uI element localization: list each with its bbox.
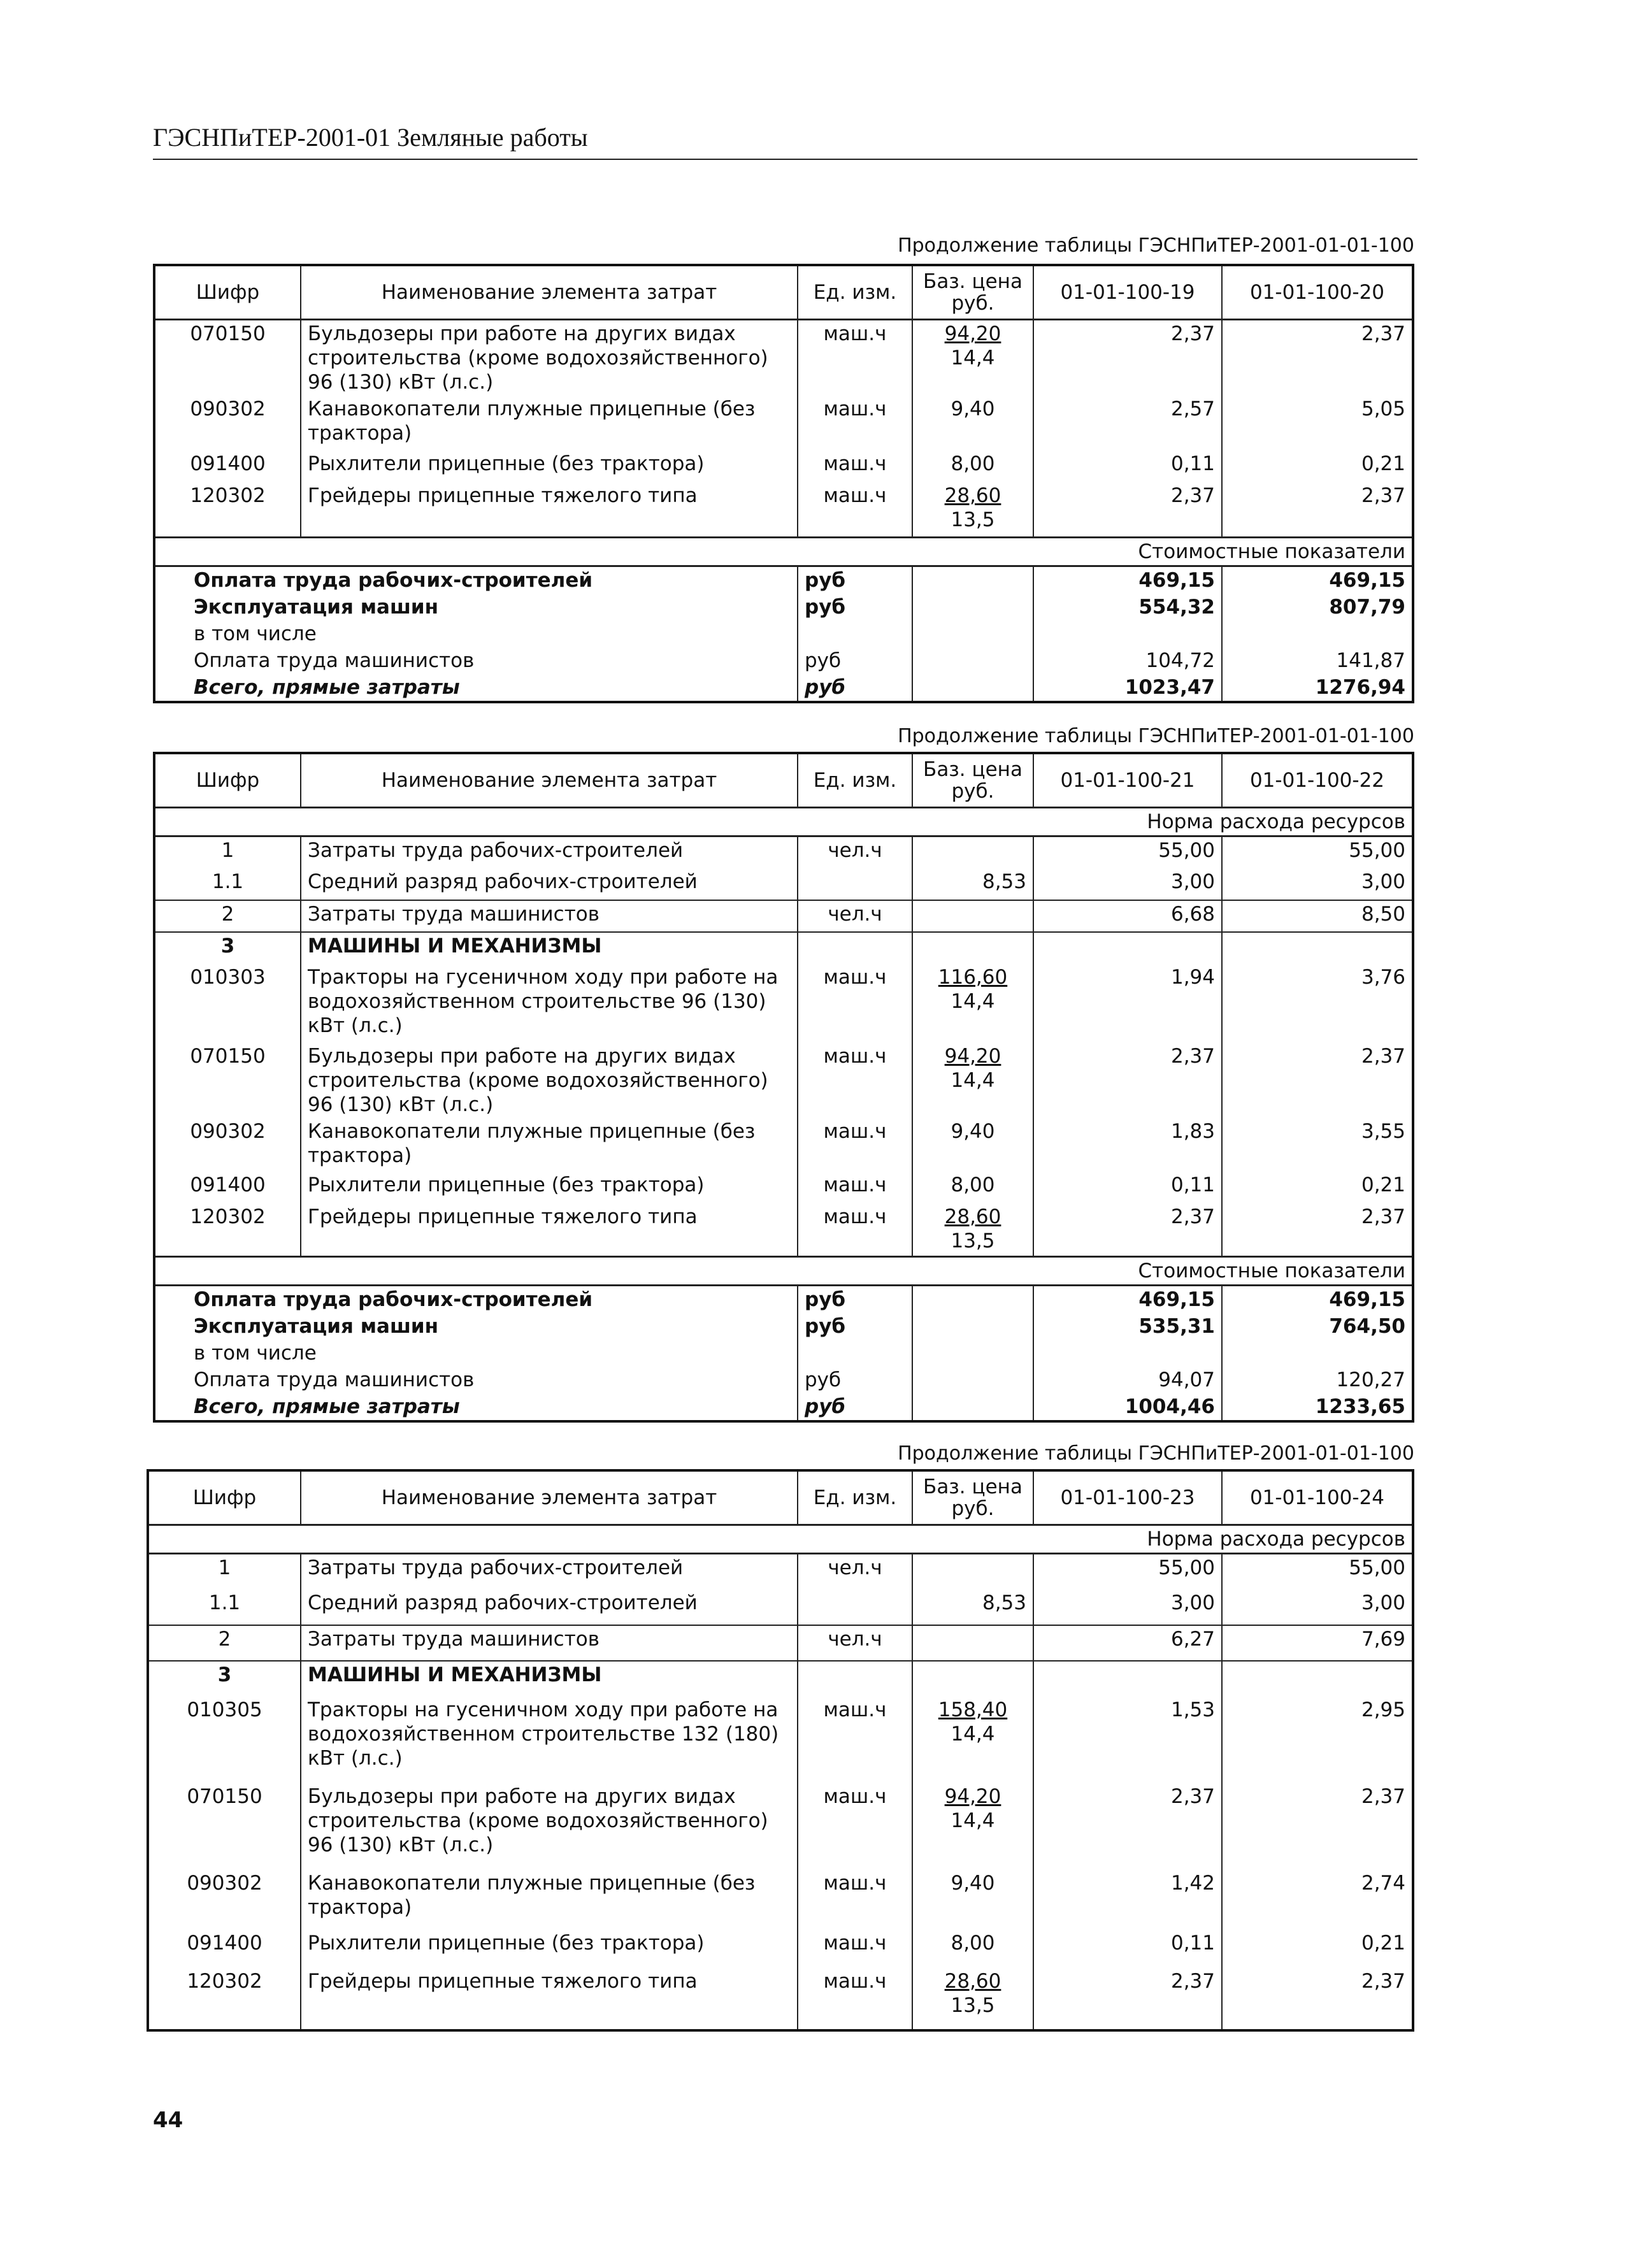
total-value-a: 469,15 [1033, 566, 1222, 594]
col-header-code-a: 01-01-100-21 [1033, 753, 1222, 808]
total-name: Оплата труда машинистов [154, 1367, 798, 1393]
totals-row [154, 1286, 1413, 1314]
row-code: 1 [148, 1554, 301, 1590]
price-value: 28,60 [944, 1969, 1001, 1993]
price-wage: 13,5 [951, 1993, 995, 2017]
row-name: Затраты труда машинистов [301, 900, 798, 932]
row-unit: маш.ч [798, 1203, 912, 1257]
row-code: 1.1 [154, 868, 301, 900]
price-wage: 14,4 [951, 347, 995, 370]
row-value-a: 2,37 [1033, 1043, 1222, 1118]
total-unit: руб [798, 594, 912, 621]
total-value-b: 469,15 [1222, 566, 1413, 594]
row-value-b: 2,37 [1222, 482, 1413, 537]
resource-table-2 [153, 752, 1414, 1423]
col-header-unit: Ед. изм. [798, 1470, 912, 1525]
row-name: Затраты труда рабочих-строителей [301, 1554, 798, 1590]
row-price: 9,40 [912, 396, 1033, 450]
price-value: 28,60 [944, 1205, 1001, 1228]
row-value-b: 5,05 [1222, 396, 1413, 450]
row-price [912, 1968, 1033, 2030]
row-unit: маш.ч [798, 1930, 912, 1968]
table-row [148, 1554, 1413, 1590]
row-price [912, 1554, 1033, 1590]
table-row [154, 320, 1413, 396]
total-value-a: 469,15 [1033, 1286, 1222, 1314]
total-name: Всего, прямые затраты [154, 1393, 798, 1421]
row-value-b: 7,69 [1222, 1625, 1413, 1661]
total-unit: руб [798, 1286, 912, 1314]
table-row [154, 1118, 1413, 1172]
table-row [154, 1172, 1413, 1203]
row-name: Канавокопатели плужные прицепные (без трактора) [301, 1118, 798, 1172]
row-unit: чел.ч [798, 1554, 912, 1590]
row-code: 1.1 [148, 1590, 301, 1625]
table-caption: Продолжение таблицы ГЭСНПиТЕР-2001-01-01-100 [898, 234, 1414, 257]
total-unit: руб [798, 1393, 912, 1421]
row-price [912, 320, 1033, 396]
row-value-b: 3,55 [1222, 1118, 1413, 1172]
row-price [912, 1043, 1033, 1118]
col-header-name: Наименование элемента затрат [301, 753, 798, 808]
row-value-a: 1,42 [1033, 1870, 1222, 1930]
price-value: 94,20 [944, 1044, 1001, 1068]
row-code: 120302 [154, 1203, 301, 1257]
row-unit: маш.ч [798, 1697, 912, 1783]
table-row [148, 1697, 1413, 1783]
row-value-a: 2,37 [1033, 1783, 1222, 1870]
row-value-a: 0,11 [1033, 1172, 1222, 1203]
row-value-a: 55,00 [1033, 1554, 1222, 1590]
table-row [154, 900, 1413, 932]
row-code: 091400 [154, 450, 301, 482]
row-price [912, 964, 1033, 1043]
row-value-b: 2,95 [1222, 1697, 1413, 1783]
totals-row [154, 647, 1413, 674]
table-row [148, 1590, 1413, 1625]
price-value: 94,20 [944, 322, 1001, 345]
table-row [148, 1625, 1413, 1661]
row-value-b: 3,76 [1222, 964, 1413, 1043]
row-unit [798, 1590, 912, 1625]
row-code: 070150 [148, 1783, 301, 1870]
row-unit: чел.ч [798, 1625, 912, 1661]
total-name: Оплата труда рабочих-строителей [154, 1286, 798, 1314]
table-row [154, 932, 1413, 964]
row-name: Грейдеры прицепные тяжелого типа [301, 1203, 798, 1257]
total-name: Оплата труда рабочих-строителей [154, 566, 798, 594]
col-header-code: Шифр [154, 265, 301, 320]
price-value: 28,60 [944, 484, 1001, 507]
row-price [912, 482, 1033, 537]
row-value-b: 2,37 [1222, 1968, 1413, 2030]
row-value-b: 55,00 [1222, 836, 1413, 868]
row-name: Бульдозеры при работе на других видах строительства (кроме водохозяйственного) 96 (130) кВт (л.с.) [301, 1043, 798, 1118]
row-unit [798, 868, 912, 900]
row-price: 8,00 [912, 1930, 1033, 1968]
totals-row [154, 594, 1413, 621]
price-wage: 14,4 [951, 1809, 995, 1832]
price-wage: 14,4 [951, 1722, 995, 1746]
table-row [148, 1930, 1413, 1968]
row-code: 3 [154, 932, 301, 964]
section-label: Стоимостные показатели [154, 1257, 1413, 1286]
row-name: Канавокопатели плужные прицепные (без трактора) [301, 1870, 798, 1930]
row-value-a: 2,37 [1033, 482, 1222, 537]
totals-row [154, 674, 1413, 702]
table-row [154, 964, 1413, 1043]
table-row [154, 482, 1413, 537]
row-value-a: 6,27 [1033, 1625, 1222, 1661]
row-value-a: 6,68 [1033, 900, 1222, 932]
total-value-a: 554,32 [1033, 594, 1222, 621]
row-price [912, 836, 1033, 868]
col-header-price: Баз. цена руб. [912, 1470, 1033, 1525]
price-wage: 14,4 [951, 1068, 995, 1092]
col-header-price: Баз. цена руб. [912, 753, 1033, 808]
row-unit: маш.ч [798, 482, 912, 537]
row-name: Рыхлители прицепные (без трактора) [301, 450, 798, 482]
price-value: 158,40 [938, 1698, 1008, 1721]
row-value-a: 1,94 [1033, 964, 1222, 1043]
row-name: Бульдозеры при работе на других видах строительства (кроме водохозяйственного) 96 (130) кВт (л.с.) [301, 320, 798, 396]
row-name: Грейдеры прицепные тяжелого типа [301, 1968, 798, 2030]
col-header-code-b: 01-01-100-24 [1222, 1470, 1413, 1525]
total-value-a: 1023,47 [1033, 674, 1222, 702]
row-name: Бульдозеры при работе на других видах строительства (кроме водохозяйственного) 96 (130) кВт (л.с.) [301, 1783, 798, 1870]
totals-row [154, 1313, 1413, 1340]
row-code: 091400 [154, 1172, 301, 1203]
row-value-a: 3,00 [1033, 1590, 1222, 1625]
row-value-a: 2,37 [1033, 1968, 1222, 2030]
table-row [148, 1783, 1413, 1870]
row-value-a: 2,57 [1033, 396, 1222, 450]
totals-row [154, 1393, 1413, 1421]
row-value-b: 0,21 [1222, 1172, 1413, 1203]
col-header-code-b: 01-01-100-20 [1222, 265, 1413, 320]
row-price [912, 1203, 1033, 1257]
section-label: Норма расхода ресурсов [148, 1525, 1413, 1554]
row-price: 9,40 [912, 1870, 1033, 1930]
price-wage: 13,5 [951, 1229, 995, 1252]
table-row [148, 1870, 1413, 1930]
total-unit: руб [798, 674, 912, 702]
row-code: 3 [148, 1661, 301, 1697]
resource-table-1 [153, 264, 1414, 703]
page-number: 44 [153, 2107, 183, 2133]
row-value-a: 0,11 [1033, 1930, 1222, 1968]
col-header-code-a: 01-01-100-23 [1033, 1470, 1222, 1525]
page-header: ГЭСНПиТЕР-2001-01 Земляные работы [153, 122, 1417, 160]
row-value-b: 3,00 [1222, 868, 1413, 900]
row-code: 010305 [148, 1697, 301, 1783]
total-value-b: 1233,65 [1222, 1393, 1413, 1421]
row-value-b: 8,50 [1222, 900, 1413, 932]
total-name: в том числе [154, 1340, 798, 1367]
price-value: 116,60 [938, 965, 1008, 989]
row-unit: маш.ч [798, 1172, 912, 1203]
row-name: Средний разряд рабочих-строителей [301, 868, 798, 900]
table-row [148, 1661, 1413, 1697]
row-unit: чел.ч [798, 836, 912, 868]
totals-row [154, 1367, 1413, 1393]
total-unit: руб [798, 566, 912, 594]
row-value-b: 55,00 [1222, 1554, 1413, 1590]
row-value-b: 2,37 [1222, 1203, 1413, 1257]
total-name: Эксплуатация машин [154, 594, 798, 621]
row-price [912, 1697, 1033, 1783]
total-name: Оплата труда машинистов [154, 647, 798, 674]
row-code: 010303 [154, 964, 301, 1043]
table-caption: Продолжение таблицы ГЭСНПиТЕР-2001-01-01-100 [898, 1442, 1414, 1465]
table-caption: Продолжение таблицы ГЭСНПиТЕР-2001-01-01-100 [898, 725, 1414, 747]
row-code: 090302 [154, 396, 301, 450]
row-value-a: 0,11 [1033, 450, 1222, 482]
row-code: 070150 [154, 1043, 301, 1118]
totals-row [154, 621, 1413, 647]
row-code: 120302 [154, 482, 301, 537]
row-unit: маш.ч [798, 964, 912, 1043]
section-label: Стоимостные показатели [154, 537, 1413, 566]
row-code: 2 [154, 900, 301, 932]
row-value-b: 3,00 [1222, 1590, 1413, 1625]
row-price: 8,00 [912, 1172, 1033, 1203]
col-header-price: Баз. цена руб. [912, 265, 1033, 320]
row-name: Тракторы на гусеничном ходу при работе на водохозяйственном строительстве 132 (180) кВт (л.с.) [301, 1697, 798, 1783]
row-value-a: 1,83 [1033, 1118, 1222, 1172]
row-unit: маш.ч [798, 1783, 912, 1870]
table-row [154, 836, 1413, 868]
price-value: 94,20 [944, 1784, 1001, 1808]
col-header-name: Наименование элемента затрат [301, 265, 798, 320]
row-value-a: 2,37 [1033, 320, 1222, 396]
row-value-b: 0,21 [1222, 1930, 1413, 1968]
table-row [154, 1203, 1413, 1257]
row-name: МАШИНЫ И МЕХАНИЗМЫ [301, 1661, 798, 1697]
price-wage: 13,5 [951, 508, 995, 531]
row-name: Канавокопатели плужные прицепные (без трактора) [301, 396, 798, 450]
totals-row [154, 1340, 1413, 1367]
total-unit: руб [798, 647, 912, 674]
total-name: Эксплуатация машин [154, 1313, 798, 1340]
total-value-a: 94,07 [1033, 1367, 1222, 1393]
row-code: 2 [148, 1625, 301, 1661]
total-value-a: 104,72 [1033, 647, 1222, 674]
row-name: МАШИНЫ И МЕХАНИЗМЫ [301, 932, 798, 964]
row-price: 9,40 [912, 1118, 1033, 1172]
row-code: 120302 [148, 1968, 301, 2030]
total-value-b: 120,27 [1222, 1367, 1413, 1393]
row-unit: маш.ч [798, 396, 912, 450]
total-value-b: 141,87 [1222, 647, 1413, 674]
row-price: 8,00 [912, 450, 1033, 482]
row-unit: маш.ч [798, 1968, 912, 2030]
total-unit: руб [798, 1367, 912, 1393]
row-price [912, 1625, 1033, 1661]
total-value-a: 1004,46 [1033, 1393, 1222, 1421]
col-header-code-a: 01-01-100-19 [1033, 265, 1222, 320]
col-header-code: Шифр [148, 1470, 301, 1525]
total-unit: руб [798, 1313, 912, 1340]
row-price: 8,53 [912, 1590, 1033, 1625]
row-value-a: 1,53 [1033, 1697, 1222, 1783]
row-unit: маш.ч [798, 1043, 912, 1118]
row-name: Затраты труда машинистов [301, 1625, 798, 1661]
row-unit: маш.ч [798, 1870, 912, 1930]
resource-table-3 [147, 1469, 1414, 2032]
table-row [154, 396, 1413, 450]
totals-row [154, 566, 1413, 594]
row-value-b: 2,37 [1222, 1783, 1413, 1870]
row-code: 091400 [148, 1930, 301, 1968]
row-name: Рыхлители прицепные (без трактора) [301, 1930, 798, 1968]
row-code: 070150 [154, 320, 301, 396]
row-code: 090302 [154, 1118, 301, 1172]
col-header-code-b: 01-01-100-22 [1222, 753, 1413, 808]
row-name: Тракторы на гусеничном ходу при работе на водохозяйственном строительстве 96 (130) кВт (л.с.) [301, 964, 798, 1043]
row-code: 1 [154, 836, 301, 868]
row-unit: маш.ч [798, 1118, 912, 1172]
total-value-a: 535,31 [1033, 1313, 1222, 1340]
row-value-b: 2,37 [1222, 1043, 1413, 1118]
table-row [154, 1043, 1413, 1118]
col-header-unit: Ед. изм. [798, 753, 912, 808]
row-name: Средний разряд рабочих-строителей [301, 1590, 798, 1625]
row-code: 090302 [148, 1870, 301, 1930]
total-value-b: 1276,94 [1222, 674, 1413, 702]
col-header-unit: Ед. изм. [798, 265, 912, 320]
row-price [912, 900, 1033, 932]
row-value-a: 3,00 [1033, 868, 1222, 900]
row-unit: маш.ч [798, 450, 912, 482]
table-row [148, 1968, 1413, 2030]
row-unit: маш.ч [798, 320, 912, 396]
total-value-b: 807,79 [1222, 594, 1413, 621]
total-name: в том числе [154, 621, 798, 647]
section-label: Норма расхода ресурсов [154, 808, 1413, 836]
table-row [154, 450, 1413, 482]
row-value-b: 2,74 [1222, 1870, 1413, 1930]
price-wage: 14,4 [951, 989, 995, 1013]
row-value-b: 0,21 [1222, 450, 1413, 482]
row-value-a: 2,37 [1033, 1203, 1222, 1257]
row-unit: чел.ч [798, 900, 912, 932]
total-value-b: 764,50 [1222, 1313, 1413, 1340]
row-price [912, 1783, 1033, 1870]
row-price: 8,53 [912, 868, 1033, 900]
row-value-b: 2,37 [1222, 320, 1413, 396]
row-name: Грейдеры прицепные тяжелого типа [301, 482, 798, 537]
total-name: Всего, прямые затраты [154, 674, 798, 702]
row-value-a: 55,00 [1033, 836, 1222, 868]
row-name: Рыхлители прицепные (без трактора) [301, 1172, 798, 1203]
col-header-name: Наименование элемента затрат [301, 1470, 798, 1525]
table-row [154, 868, 1413, 900]
total-value-b: 469,15 [1222, 1286, 1413, 1314]
col-header-code: Шифр [154, 753, 301, 808]
row-name: Затраты труда рабочих-строителей [301, 836, 798, 868]
